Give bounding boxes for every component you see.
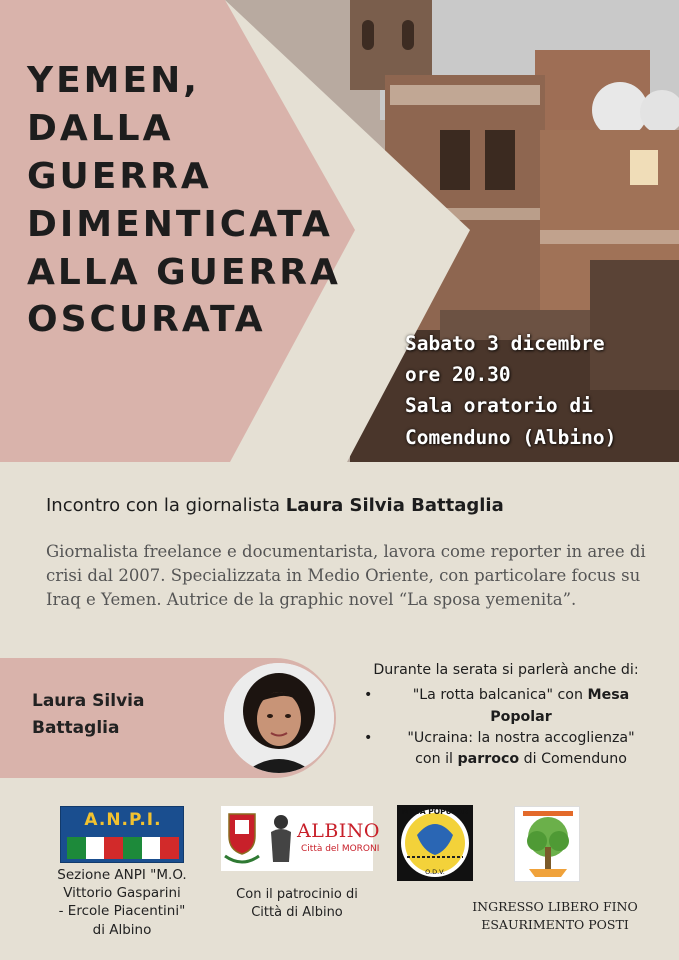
caption-line: ESAURIMENTO POSTI (481, 917, 629, 933)
anpi-logo-text: A.N.P.I. (84, 810, 162, 830)
event-details (405, 328, 616, 453)
caption-line: Sezione ANPI "M.O. (57, 867, 187, 883)
list-item (346, 728, 666, 771)
speaker-name (32, 688, 144, 742)
title-line: DALLA (27, 107, 174, 149)
caption-line: di Albino (92, 921, 152, 938)
anpi-caption (38, 866, 206, 939)
poster-title (27, 57, 341, 344)
mesa-popular-text: MESA POPULAR (401, 807, 469, 816)
topic-bold: parroco (457, 751, 520, 768)
list-item (346, 685, 666, 728)
journalist-name: Laura Silvia Battaglia (285, 495, 504, 516)
caption-line: INGRESSO LIBERO FINO (472, 899, 638, 914)
additional-topics (346, 660, 666, 770)
speaker-name-line: Laura Silvia (32, 691, 145, 711)
event-date: Sabato 3 dicembre (405, 332, 605, 355)
title-line: DIMENTICATA (27, 203, 333, 245)
event-time: ore 20.30 (405, 363, 511, 387)
caption-line: Città di Albino (251, 905, 343, 921)
albino-logo-text: ALBINO (297, 820, 381, 842)
title-line: OSCURATA (27, 299, 266, 341)
topic-text: con il (415, 751, 458, 768)
title-line: GUERRA (27, 155, 212, 197)
mesa-popular-logo (397, 805, 473, 881)
entry-note (470, 898, 640, 934)
topic-bold: Mesa (587, 687, 630, 704)
topic-text: "La rotta balcanica" con (412, 687, 588, 704)
intro-line (46, 495, 504, 516)
event-venue: Sala oratorio di (405, 394, 593, 418)
italian-flag-stripes (67, 837, 179, 859)
caption-line: Vittorio Gasparini (63, 885, 181, 902)
intro-prefix: Incontro con la giornalista (46, 495, 286, 516)
journalist-bio: Giornalista freelance e documentarista, lavora come reporter in aree di crisi dal 2007. Specializzata in Medio Oriente, con particolare focus su Iraq e Yemen. Autrice de la graphic novel “La sposa yemenita”. (46, 542, 646, 609)
hero-banner (0, 0, 679, 462)
parish-tree-logo (514, 806, 580, 882)
topic-text: "Ucraina: la nostra accoglienza" (407, 729, 635, 746)
caption-line: Con il patrocinio di (236, 887, 358, 902)
albino-caption (220, 886, 374, 922)
albino-logo-subtext: Città del MORONI (301, 844, 380, 854)
mesa-popular-subtext: O.D.V. (425, 868, 445, 876)
albino-logo (221, 806, 381, 871)
topic-bold: Popolar (490, 708, 552, 725)
anpi-logo (60, 806, 184, 863)
tree-icon (515, 807, 581, 883)
event-venue: Comenduno (Albino) (405, 425, 617, 449)
speaker-name-line: Battaglia (32, 718, 120, 739)
caption-line: - Ercole Piacentini" (58, 903, 186, 920)
topics-list (346, 685, 666, 770)
speaker-portrait (222, 661, 336, 775)
title-line: YEMEN, (27, 60, 200, 101)
topics-heading: Durante la serata si parlerà anche di: (373, 662, 639, 678)
topic-text: di Comenduno (519, 751, 627, 768)
title-line: ALLA GUERRA (27, 251, 341, 293)
portrait-illustration (224, 663, 334, 773)
